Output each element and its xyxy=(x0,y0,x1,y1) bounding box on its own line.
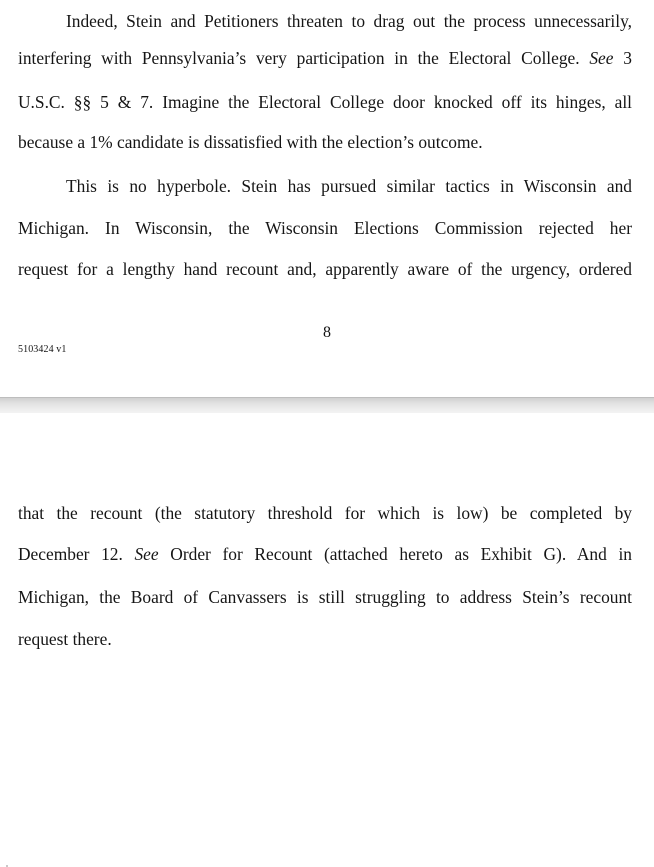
text-line: Indeed, Stein and Petitioners threaten to drag out the process unnecessarily, xyxy=(66,11,632,31)
text-line: This is no hyperbole. Stein has pursued similar tactics in Wisconsin and xyxy=(66,176,632,196)
page-number: 8 xyxy=(323,324,331,341)
text-line: Michigan. In Wisconsin, the Wisconsin Elections Commission rejected her xyxy=(18,218,632,238)
text-line: that the recount (the statutory threshold for which is low) be completed by xyxy=(18,503,632,523)
citation-signal: See xyxy=(589,48,614,68)
text-line: interfering with Pennsylvania’s very participation in the Electoral College. See 3 xyxy=(18,48,632,68)
text-line: U.S.C. §§ 5 & 7. Imagine the Electoral College door knocked off its hinges, all xyxy=(18,92,632,112)
page-separator xyxy=(0,397,654,413)
document-page-bottom xyxy=(0,413,654,657)
text-line: request there. xyxy=(18,629,112,649)
text-line: because a 1% candidate is dissatisfied with the election’s outcome. xyxy=(18,132,483,152)
document-page-top xyxy=(0,0,654,397)
citation-signal: See xyxy=(134,544,159,564)
text-line: Michigan, the Board of Canvassers is still struggling to address Stein’s recount xyxy=(18,587,632,607)
document-id: 5103424 v1 xyxy=(18,344,67,355)
text-line: December 12. See Order for Recount (attached hereto as Exhibit G). And in xyxy=(18,544,632,564)
text-line: request for a lengthy hand recount and, apparently aware of the urgency, ordered xyxy=(18,259,632,279)
